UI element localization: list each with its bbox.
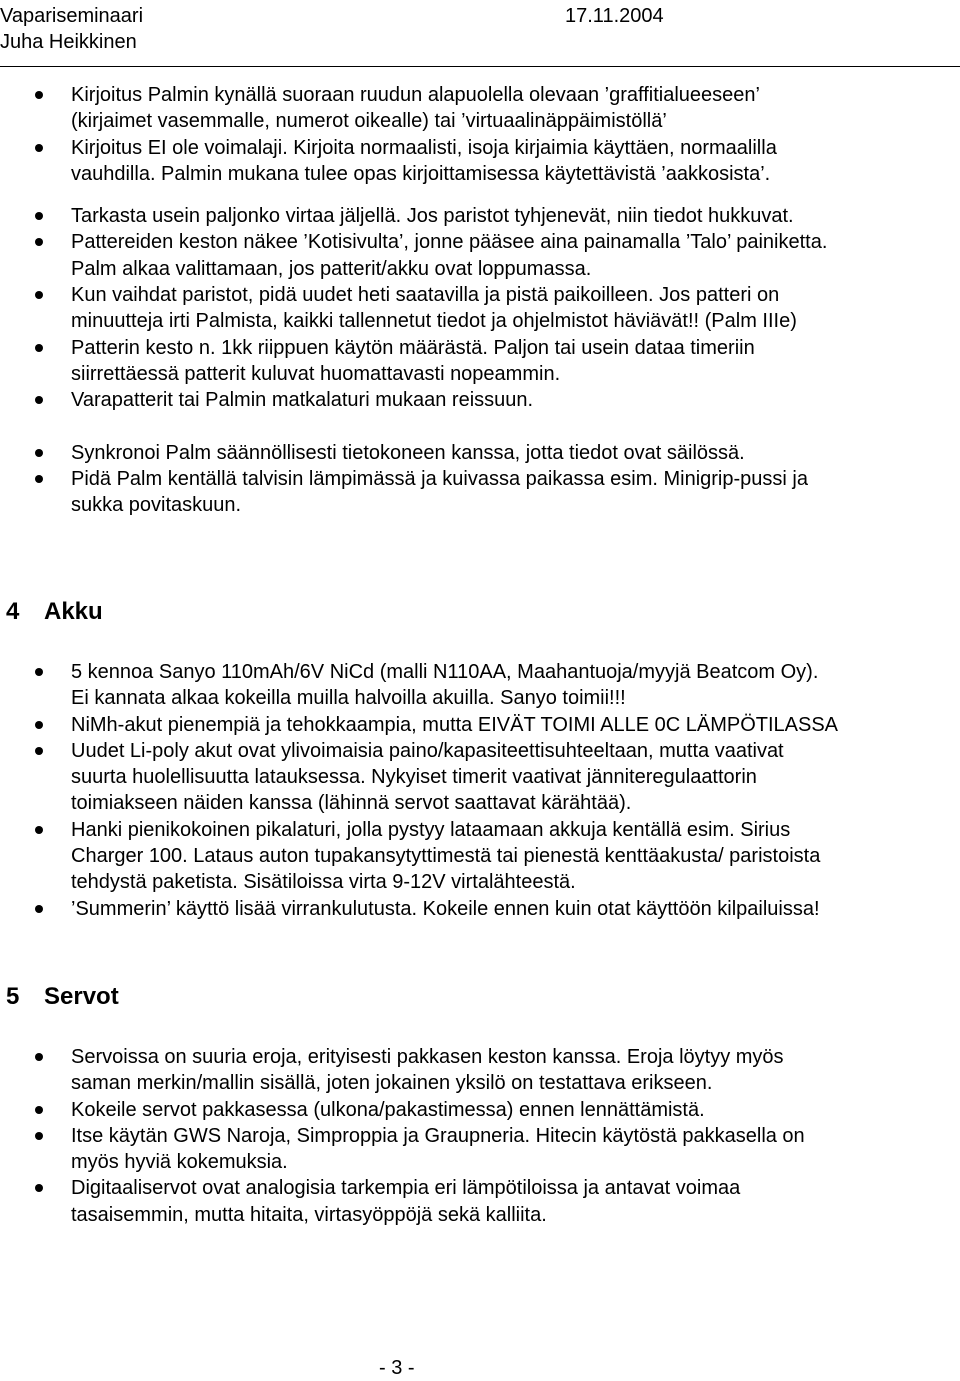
list-item: Kirjoitus EI ole voimalaji. Kirjoita normaalisti, isoja kirjaimia käyttäen, normaalilla vauhdilla. Palmin mukana tulee opas kirjoittamisessa käytettävistä ’aakkosista’. bbox=[0, 135, 960, 188]
list-item: Kirjoitus Palmin kynällä suoraan ruudun alapuolella olevaan ’graffitialueeseen’ (kirjaimet vasemmalle, numerot oikealle) tai ’virtuaalinäppäimistöllä’ bbox=[0, 82, 960, 135]
list-item: Pattereiden keston näkee ’Kotisivulta’, jonne pääsee aina painamalla ’Talo’ painiketta. Palm alkaa valittamaan, jos patterit/akku ovat loppumassa. bbox=[0, 229, 960, 282]
list-item: Kokeile servot pakkasessa (ulkona/pakastimessa) ennen lennättämistä. bbox=[0, 1097, 960, 1123]
list-item: Pidä Palm kentällä talvisin lämpimässä ja kuivassa paikassa esim. Minigrip-pussi ja sukka povitaskuun. bbox=[0, 466, 960, 519]
list-item: Itse käytän GWS Naroja, Simproppia ja Graupneria. Hitecin käytöstä pakkasella on myös hyviä kokemuksia. bbox=[0, 1123, 960, 1176]
bullet-icon bbox=[35, 1053, 43, 1061]
list-item: Servoissa on suuria eroja, erityisesti pakkasen keston kanssa. Eroja löytyy myös saman merkin/mallin sisällä, joten jokainen yksilö on testattava erikseen. bbox=[0, 1044, 960, 1097]
header-date: 17.11.2004 bbox=[565, 5, 664, 27]
section-heading-servot bbox=[6, 983, 119, 1011]
section-heading-akku bbox=[6, 598, 103, 626]
bullet-icon bbox=[35, 238, 43, 246]
bullet-icon bbox=[35, 212, 43, 220]
bullet-icon bbox=[35, 1106, 43, 1114]
page-number: - 3 - bbox=[379, 1357, 415, 1379]
list-item: NiMh-akut pienempiä ja tehokkaampia, mutta EIVÄT TOIMI ALLE 0C LÄMPÖTILASSA bbox=[0, 712, 960, 738]
header-author: Juha Heikkinen bbox=[0, 31, 137, 53]
list-item: ’Summerin’ käyttö lisää virrankulutusta. Kokeile ennen kuin otat käyttöön kilpailuissa! bbox=[0, 896, 960, 922]
section-title: Akku bbox=[44, 598, 103, 625]
page-header bbox=[0, 0, 960, 67]
list-item: Varapatterit tai Palmin matkalaturi mukaan reissuun. bbox=[0, 387, 960, 413]
section-number: 4 bbox=[6, 598, 20, 625]
bullet-icon bbox=[35, 826, 43, 834]
section-number: 5 bbox=[6, 983, 20, 1010]
bullet-icon bbox=[35, 1132, 43, 1140]
list-item: 5 kennoa Sanyo 110mAh/6V NiCd (malli N110AA, Maahantuoja/myyjä Beatcom Oy). Ei kannata alkaa kokeilla muilla halvoilla akuilla. Sanyo toimii!!! bbox=[0, 659, 960, 712]
bullet-icon bbox=[35, 144, 43, 152]
bullet-icon bbox=[35, 475, 43, 483]
bullet-icon bbox=[35, 747, 43, 755]
bullet-icon bbox=[35, 1184, 43, 1192]
bullet-icon bbox=[35, 91, 43, 99]
bullet-icon bbox=[35, 668, 43, 676]
bullet-icon bbox=[35, 449, 43, 457]
akku-bullet-list bbox=[0, 659, 960, 922]
list-item: Digitaaliservot ovat analogisia tarkempia eri lämpötiloissa ja antavat voimaa tasaisemmin, mutta hitaita, virtasyöppöjä sekä kalliita. bbox=[0, 1175, 960, 1228]
header-title: Vapariseminaari bbox=[0, 5, 144, 27]
bullet-icon bbox=[35, 291, 43, 299]
list-item: Patterin kesto n. 1kk riippuen käytön määrästä. Paljon tai usein dataa timeriin siirrettäessä patterit kuluvat huomattavasti nopeammin. bbox=[0, 335, 960, 388]
list-item: Hanki pienikokoinen pikalaturi, jolla pystyy lataamaan akkuja kentällä esim. Sirius Charger 100. Lataus auton tupakansytyttimestä tai pienestä kenttäakusta/ paristoista tehdystä paketista. Sisätiloissa virta 9-12V virtalähteestä. bbox=[0, 817, 960, 896]
list-item: Tarkasta usein paljonko virtaa jäljellä. Jos paristot tyhjenevät, niin tiedot hukkuvat. bbox=[0, 203, 960, 229]
servot-bullet-list bbox=[0, 1044, 960, 1228]
list-item: Synkronoi Palm säännöllisesti tietokoneen kanssa, jotta tiedot ovat säilössä. bbox=[0, 440, 960, 466]
top-bullet-list bbox=[0, 82, 960, 518]
bullet-icon bbox=[35, 721, 43, 729]
list-item: Uudet Li-poly akut ovat ylivoimaisia paino/kapasiteettisuhteeltaan, mutta vaativat suurta huolellisuutta latauksessa. Nykyiset timerit vaativat jänniteregulaattorin toimiakseen näiden kanssa (lähinnä servot saattavat kärähtää). bbox=[0, 738, 960, 817]
bullet-icon bbox=[35, 344, 43, 352]
bullet-icon bbox=[35, 396, 43, 404]
section-title: Servot bbox=[44, 983, 119, 1010]
list-item: Kun vaihdat paristot, pidä uudet heti saatavilla ja pistä paikoilleen. Jos patteri on minuutteja irti Palmista, kaikki tallennetut tiedot ja ohjelmistot häviävät!! (Palm IIIe) bbox=[0, 282, 960, 335]
bullet-icon bbox=[35, 905, 43, 913]
